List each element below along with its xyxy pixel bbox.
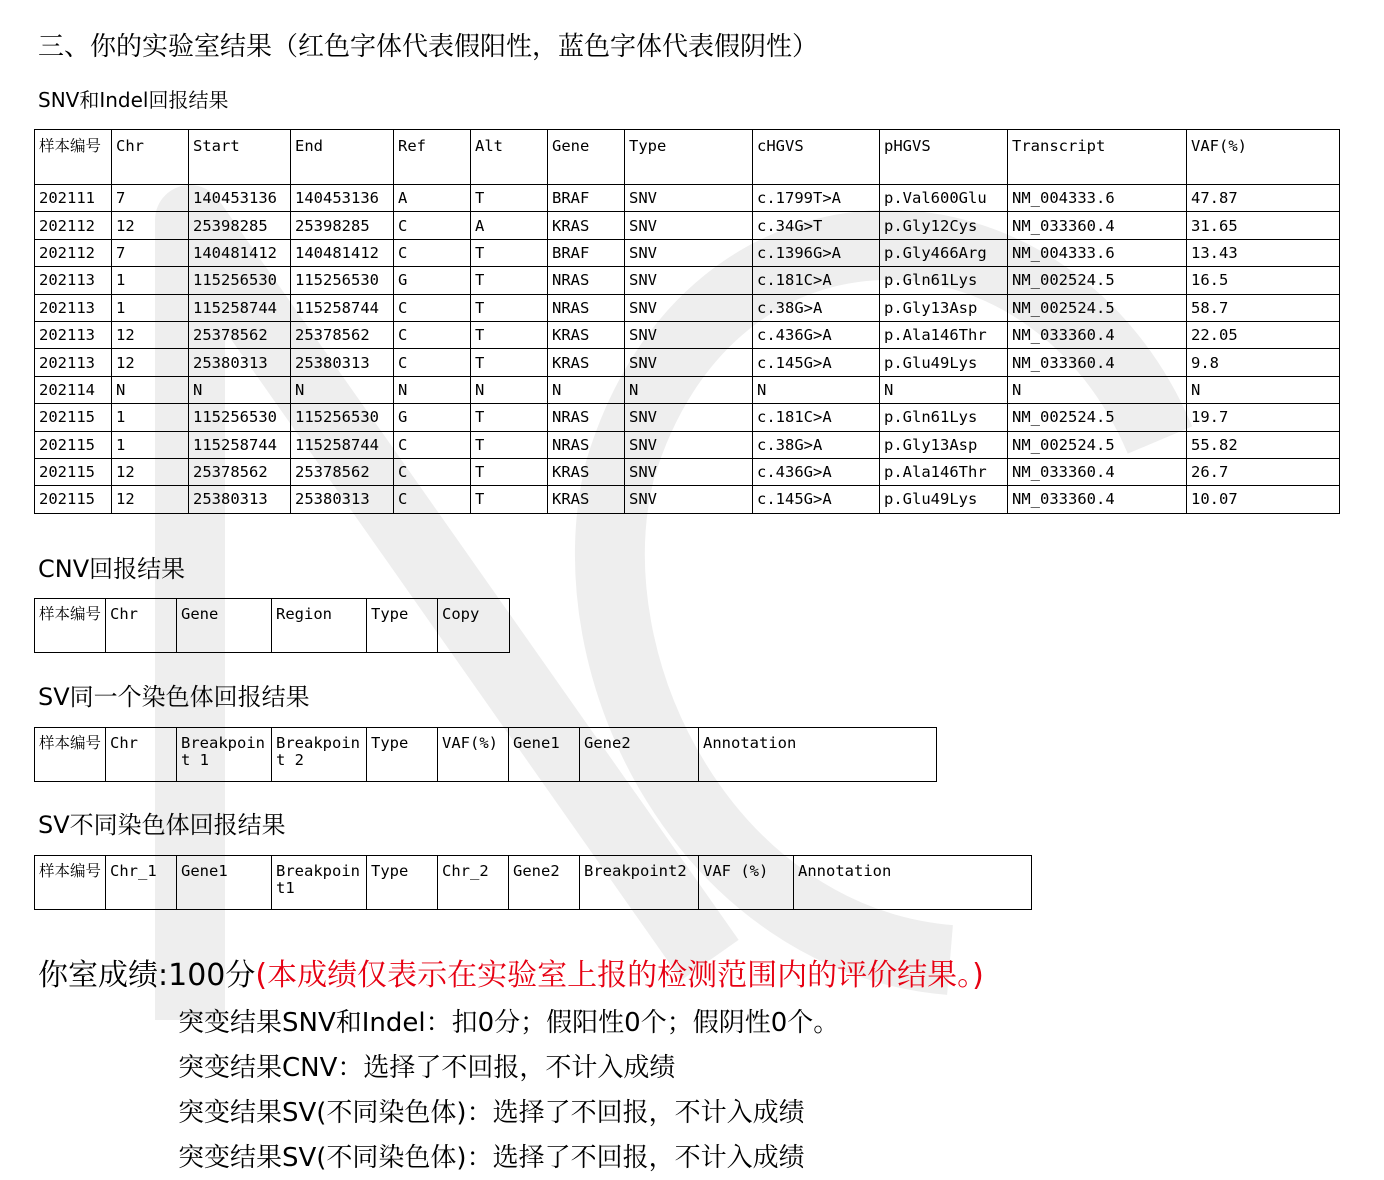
table-header-cell: Region: [272, 599, 367, 653]
table-header-cell: VAF(%): [1187, 130, 1340, 185]
table-cell: NRAS: [548, 431, 625, 458]
table-cell: 16.5: [1187, 267, 1340, 294]
table-cell: SNV: [625, 239, 753, 266]
table-cell: N: [625, 376, 753, 403]
table-header-cell: Annotation: [699, 728, 937, 782]
table-cell: 1: [112, 294, 189, 321]
table-cell: 25380313: [189, 486, 291, 513]
table-cell: KRAS: [548, 458, 625, 485]
table-cell: 9.8: [1187, 349, 1340, 376]
table-cell: 12: [112, 486, 189, 513]
table-cell: KRAS: [548, 321, 625, 348]
score-line-cnv: 突变结果CNV：选择了不回报，不计入成绩: [178, 1053, 676, 1083]
table-row: [35, 321, 1340, 348]
table-header-cell: Chr: [112, 130, 189, 185]
table-header-cell: Transcript: [1008, 130, 1187, 185]
table-header-cell: Chr: [106, 728, 177, 782]
table-header-cell: VAF(%): [438, 728, 509, 782]
table-cell: 140481412: [291, 239, 394, 266]
table-row: [35, 212, 1340, 239]
score-note: (本成绩仅表示在实验室上报的检测范围内的评价结果。): [255, 958, 984, 993]
table-row: [35, 404, 1340, 431]
table-cell: 25378562: [189, 458, 291, 485]
table-cell: p.Gln61Lys: [880, 267, 1008, 294]
table-header-cell: End: [291, 130, 394, 185]
table-cell: 115256530: [291, 267, 394, 294]
snv-heading: SNV和Indel回报结果: [38, 88, 229, 112]
table-cell: NM_004333.6: [1008, 185, 1187, 212]
table-cell: NRAS: [548, 267, 625, 294]
table-header-cell: Copy: [438, 599, 510, 653]
table-header-cell: Gene1: [509, 728, 580, 782]
table-cell: C: [394, 431, 471, 458]
table-cell: 202115: [35, 458, 112, 485]
table-cell: KRAS: [548, 212, 625, 239]
table-cell: p.Val600Glu: [880, 185, 1008, 212]
table-cell: T: [471, 185, 548, 212]
table-cell: p.Glu49Lys: [880, 486, 1008, 513]
table-cell: T: [471, 431, 548, 458]
table-header-cell: Chr: [106, 599, 177, 653]
snv-table-wrap: [34, 129, 1340, 514]
table-header-cell: cHGVS: [753, 130, 880, 185]
table-header-row: [35, 599, 510, 653]
table-cell: 202112: [35, 239, 112, 266]
cnv-heading: CNV回报结果: [38, 555, 186, 583]
table-cell: 1: [112, 267, 189, 294]
table-header-cell: Annotation: [794, 856, 1032, 910]
sv-diff-table-wrap: [34, 855, 1032, 910]
table-cell: T: [471, 267, 548, 294]
table-cell: NM_033360.4: [1008, 321, 1187, 348]
table-cell: SNV: [625, 212, 753, 239]
table-row: [35, 349, 1340, 376]
score-label: 你室成绩:100分: [38, 958, 256, 993]
table-cell: 47.87: [1187, 185, 1340, 212]
table-header-cell: Type: [625, 130, 753, 185]
table-cell: 202111: [35, 185, 112, 212]
cnv-table: [34, 598, 510, 653]
table-header-cell: Gene: [177, 599, 272, 653]
table-header-cell: Type: [367, 856, 438, 910]
table-header-cell: Type: [367, 599, 438, 653]
table-cell: 140453136: [291, 185, 394, 212]
table-cell: C: [394, 458, 471, 485]
table-header-row: [35, 856, 1032, 910]
table-cell: 115256530: [189, 404, 291, 431]
table-header-cell: 样本编号: [35, 130, 112, 185]
table-cell: NM_033360.4: [1008, 458, 1187, 485]
table-cell: 25380313: [291, 486, 394, 513]
table-cell: 115258744: [291, 294, 394, 321]
table-cell: 26.7: [1187, 458, 1340, 485]
sv-same-table: [34, 727, 937, 782]
table-cell: KRAS: [548, 349, 625, 376]
sv-diff-heading: SV不同染色体回报结果: [38, 811, 286, 839]
table-cell: 12: [112, 458, 189, 485]
table-cell: 202115: [35, 486, 112, 513]
sv-same-table-wrap: [34, 727, 937, 782]
table-cell: 1: [112, 431, 189, 458]
table-row: [35, 486, 1340, 513]
table-cell: SNV: [625, 185, 753, 212]
table-row: [35, 376, 1340, 403]
table-cell: SNV: [625, 294, 753, 321]
table-cell: 115256530: [291, 404, 394, 431]
table-header-cell: Alt: [471, 130, 548, 185]
table-header-cell: Gene: [548, 130, 625, 185]
table-cell: SNV: [625, 486, 753, 513]
table-cell: C: [394, 349, 471, 376]
table-row: [35, 294, 1340, 321]
table-cell: C: [394, 486, 471, 513]
table-cell: 202114: [35, 376, 112, 403]
table-cell: c.436G>A: [753, 458, 880, 485]
table-cell: N: [548, 376, 625, 403]
table-header-cell: Gene2: [509, 856, 580, 910]
table-cell: N: [189, 376, 291, 403]
table-cell: 12: [112, 321, 189, 348]
table-cell: T: [471, 349, 548, 376]
table-row: [35, 239, 1340, 266]
table-cell: 115258744: [291, 431, 394, 458]
table-header-cell: Type: [367, 728, 438, 782]
table-cell: NM_002524.5: [1008, 404, 1187, 431]
table-cell: NRAS: [548, 404, 625, 431]
table-cell: N: [394, 376, 471, 403]
table-cell: c.181C>A: [753, 267, 880, 294]
table-cell: T: [471, 239, 548, 266]
table-cell: 202113: [35, 349, 112, 376]
table-cell: 140481412: [189, 239, 291, 266]
table-cell: 140453136: [189, 185, 291, 212]
table-cell: SNV: [625, 267, 753, 294]
table-cell: 13.43: [1187, 239, 1340, 266]
table-row: [35, 267, 1340, 294]
table-cell: p.Gly13Asp: [880, 431, 1008, 458]
table-cell: BRAF: [548, 239, 625, 266]
table-cell: 7: [112, 239, 189, 266]
table-cell: c.1396G>A: [753, 239, 880, 266]
table-header-cell: Breakpoint1: [272, 856, 367, 910]
table-cell: 202112: [35, 212, 112, 239]
table-header-cell: Gene2: [580, 728, 699, 782]
table-cell: N: [1008, 376, 1187, 403]
table-cell: p.Gln61Lys: [880, 404, 1008, 431]
score-line-sv-1: 突变结果SV(不同染色体)：选择了不回报，不计入成绩: [178, 1098, 805, 1128]
table-header-cell: VAF (%): [699, 856, 794, 910]
table-cell: 25378562: [291, 321, 394, 348]
table-cell: NM_002524.5: [1008, 431, 1187, 458]
table-cell: NM_002524.5: [1008, 267, 1187, 294]
table-cell: c.436G>A: [753, 321, 880, 348]
table-cell: G: [394, 267, 471, 294]
table-cell: p.Glu49Lys: [880, 349, 1008, 376]
table-cell: 31.65: [1187, 212, 1340, 239]
table-cell: SNV: [625, 404, 753, 431]
table-cell: N: [753, 376, 880, 403]
table-header-cell: Ref: [394, 130, 471, 185]
table-row: [35, 431, 1340, 458]
cnv-table-wrap: [34, 598, 510, 653]
table-cell: 1: [112, 404, 189, 431]
table-cell: 202113: [35, 267, 112, 294]
score-summary: [38, 950, 984, 994]
table-header-cell: pHGVS: [880, 130, 1008, 185]
table-cell: C: [394, 239, 471, 266]
table-cell: C: [394, 212, 471, 239]
table-header-cell: 样本编号: [35, 856, 106, 910]
table-cell: c.145G>A: [753, 486, 880, 513]
sv-diff-table: [34, 855, 1032, 910]
table-cell: 58.7: [1187, 294, 1340, 321]
table-cell: c.145G>A: [753, 349, 880, 376]
table-cell: p.Gly13Asp: [880, 294, 1008, 321]
table-cell: SNV: [625, 349, 753, 376]
table-row: [35, 458, 1340, 485]
table-cell: NM_033360.4: [1008, 212, 1187, 239]
table-cell: 115258744: [189, 294, 291, 321]
table-cell: 19.7: [1187, 404, 1340, 431]
table-header-cell: Start: [189, 130, 291, 185]
table-header-cell: 样本编号: [35, 599, 106, 653]
table-cell: p.Ala146Thr: [880, 458, 1008, 485]
table-cell: 25398285: [291, 212, 394, 239]
table-cell: c.34G>T: [753, 212, 880, 239]
table-cell: NM_002524.5: [1008, 294, 1187, 321]
table-cell: 202115: [35, 404, 112, 431]
table-cell: c.1799T>A: [753, 185, 880, 212]
table-header-cell: 样本编号: [35, 728, 106, 782]
table-cell: c.181C>A: [753, 404, 880, 431]
score-line-snv: 突变结果SNV和Indel：扣0分；假阳性0个；假阴性0个。: [178, 1008, 840, 1038]
table-cell: SNV: [625, 431, 753, 458]
table-header-cell: Breakpoint2: [580, 856, 699, 910]
table-header-row: [35, 728, 937, 782]
table-cell: 10.07: [1187, 486, 1340, 513]
table-cell: NM_004333.6: [1008, 239, 1187, 266]
table-cell: N: [1187, 376, 1340, 403]
table-cell: A: [471, 212, 548, 239]
table-cell: T: [471, 294, 548, 321]
table-cell: T: [471, 321, 548, 348]
table-cell: 202113: [35, 321, 112, 348]
table-cell: SNV: [625, 321, 753, 348]
table-cell: 202115: [35, 431, 112, 458]
table-cell: KRAS: [548, 486, 625, 513]
snv-table: [34, 129, 1340, 514]
table-cell: c.38G>A: [753, 431, 880, 458]
table-cell: 115256530: [189, 267, 291, 294]
table-cell: 202113: [35, 294, 112, 321]
table-cell: 7: [112, 185, 189, 212]
table-cell: p.Ala146Thr: [880, 321, 1008, 348]
table-row: [35, 185, 1340, 212]
table-cell: 25380313: [189, 349, 291, 376]
table-header-cell: Breakpoint 2: [272, 728, 367, 782]
table-cell: 115258744: [189, 431, 291, 458]
table-cell: C: [394, 321, 471, 348]
table-cell: 12: [112, 212, 189, 239]
table-header-cell: Chr_2: [438, 856, 509, 910]
table-cell: T: [471, 458, 548, 485]
table-header-cell: Gene1: [177, 856, 272, 910]
table-cell: 25378562: [189, 321, 291, 348]
table-cell: c.38G>A: [753, 294, 880, 321]
table-cell: NRAS: [548, 294, 625, 321]
table-cell: 22.05: [1187, 321, 1340, 348]
table-cell: N: [471, 376, 548, 403]
table-header-cell: Chr_1: [106, 856, 177, 910]
table-cell: N: [112, 376, 189, 403]
table-cell: NM_033360.4: [1008, 486, 1187, 513]
score-line-sv-2: 突变结果SV(不同染色体)：选择了不回报，不计入成绩: [178, 1143, 805, 1173]
table-cell: T: [471, 404, 548, 431]
table-cell: NM_033360.4: [1008, 349, 1187, 376]
table-cell: G: [394, 404, 471, 431]
table-cell: N: [880, 376, 1008, 403]
table-cell: p.Gly466Arg: [880, 239, 1008, 266]
table-cell: 25378562: [291, 458, 394, 485]
table-header-cell: Breakpoint 1: [177, 728, 272, 782]
table-cell: 55.82: [1187, 431, 1340, 458]
table-cell: 25380313: [291, 349, 394, 376]
table-cell: BRAF: [548, 185, 625, 212]
table-cell: T: [471, 486, 548, 513]
table-cell: 25398285: [189, 212, 291, 239]
table-header-row: [35, 130, 1340, 185]
table-cell: 12: [112, 349, 189, 376]
table-cell: SNV: [625, 458, 753, 485]
table-cell: C: [394, 294, 471, 321]
sv-same-heading: SV同一个染色体回报结果: [38, 683, 310, 711]
table-cell: N: [291, 376, 394, 403]
table-cell: A: [394, 185, 471, 212]
table-cell: p.Gly12Cys: [880, 212, 1008, 239]
page-title: 三、你的实验室结果（红色字体代表假阳性，蓝色字体代表假阴性）: [38, 32, 819, 62]
